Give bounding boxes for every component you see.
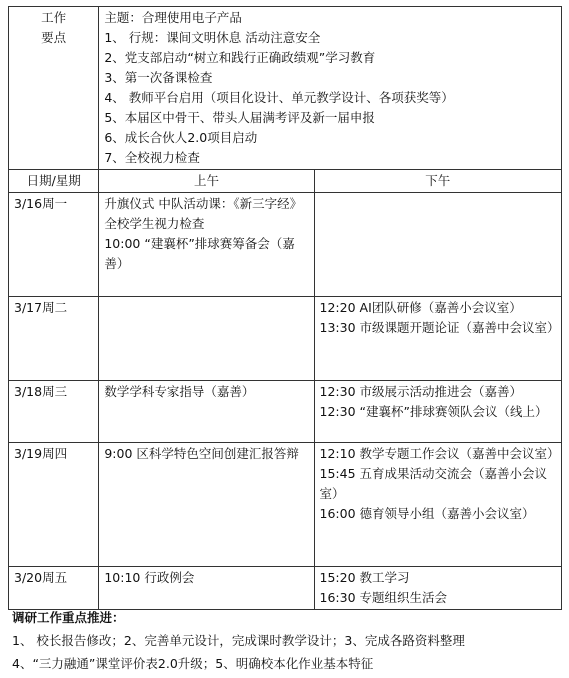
work-points-label-line1: 工作: [41, 10, 67, 25]
header-row: [9, 170, 562, 193]
day-pm: [314, 443, 561, 567]
header-am: 上午: [99, 170, 314, 193]
research-footer: [12, 607, 564, 675]
day-row-thu: [9, 443, 562, 567]
footer-title: 调研工作重点推进：: [12, 610, 125, 625]
day-date: 3/16周一: [9, 193, 99, 297]
day-am: [99, 193, 314, 297]
day-am: [99, 443, 314, 567]
am-item: 9:00 区科学特色空间创建汇报答辩: [104, 446, 299, 461]
work-points-row: [9, 7, 562, 170]
day-am: [99, 567, 314, 610]
work-point-item: 1、 行规：课间文明休息 活动注意安全: [104, 30, 321, 45]
am-item: 10:00 “建襄杯”排球赛筹备会（嘉善）: [104, 236, 295, 271]
work-point-item: 2、党支部启动“树立和践行正确政绩观”学习教育: [104, 50, 376, 65]
am-item: 升旗仪式 中队活动课：《新三字经》: [104, 196, 303, 211]
pm-item: 12:10 教学专题工作会议（嘉善中会议室）: [319, 446, 560, 461]
day-row-fri: [9, 567, 562, 610]
day-pm: [314, 567, 561, 610]
day-date: 3/20周五: [9, 567, 99, 610]
schedule-table: [8, 6, 562, 610]
day-date: 3/17周二: [9, 297, 99, 381]
footer-line: 1、 校长报告修改；2、完善单元设计，完成课时教学设计；3、完成各路资料整理: [12, 633, 465, 648]
work-points-label-line2: 要点: [41, 30, 67, 45]
day-date: 3/18周三: [9, 381, 99, 443]
work-point-item: 3、第一次备课检查: [104, 70, 213, 85]
pm-item: 13:30 市级课题开题论证（嘉善中会议室）: [319, 320, 560, 335]
pm-item: 16:30 专题组织生活会: [319, 590, 448, 605]
pm-item: 12:20 AI团队研修（嘉善小会议室）: [319, 300, 522, 315]
work-point-item: 5、本届区中骨干、带头人届满考评及新一届申报: [104, 110, 375, 125]
work-point-item: 主题：合理使用电子产品: [104, 10, 242, 25]
pm-item: 12:30 市级展示活动推进会（嘉善）: [319, 384, 523, 399]
day-am: [99, 297, 314, 381]
am-item: 10:10 行政例会: [104, 570, 195, 585]
am-item: 全校学生视力检查: [104, 216, 205, 231]
day-date: 3/19周四: [9, 443, 99, 567]
work-points-label: [9, 7, 99, 170]
day-row-wed: [9, 381, 562, 443]
day-pm: [314, 193, 561, 297]
day-pm: [314, 381, 561, 443]
am-item: 数学学科专家指导（嘉善）: [104, 384, 255, 399]
work-points-list: [99, 7, 562, 170]
pm-item: 15:45 五育成果活动交流会（嘉善小会议室）: [319, 466, 548, 501]
pm-item: 16:00 德育领导小组（嘉善小会议室）: [319, 506, 535, 521]
work-point-item: 6、成长合伙人2.0项目启动: [104, 130, 258, 145]
day-am: [99, 381, 314, 443]
header-date: 日期/星期: [9, 170, 99, 193]
day-row-tue: [9, 297, 562, 381]
pm-item: 15:20 教工学习: [319, 570, 410, 585]
header-pm: 下午: [314, 170, 561, 193]
work-point-item: 4、 教师平台启用（项目化设计、单元教学设计、各项获奖等）: [104, 90, 454, 105]
day-pm: [314, 297, 561, 381]
footer-line: 4、“三力融通”课堂评价表2.0升级；5、明确校本化作业基本特征: [12, 656, 374, 671]
day-row-mon: [9, 193, 562, 297]
work-point-item: 7、全校视力检查: [104, 150, 200, 165]
pm-item: 12:30 “建襄杯”排球赛领队会议（线上）: [319, 404, 548, 419]
